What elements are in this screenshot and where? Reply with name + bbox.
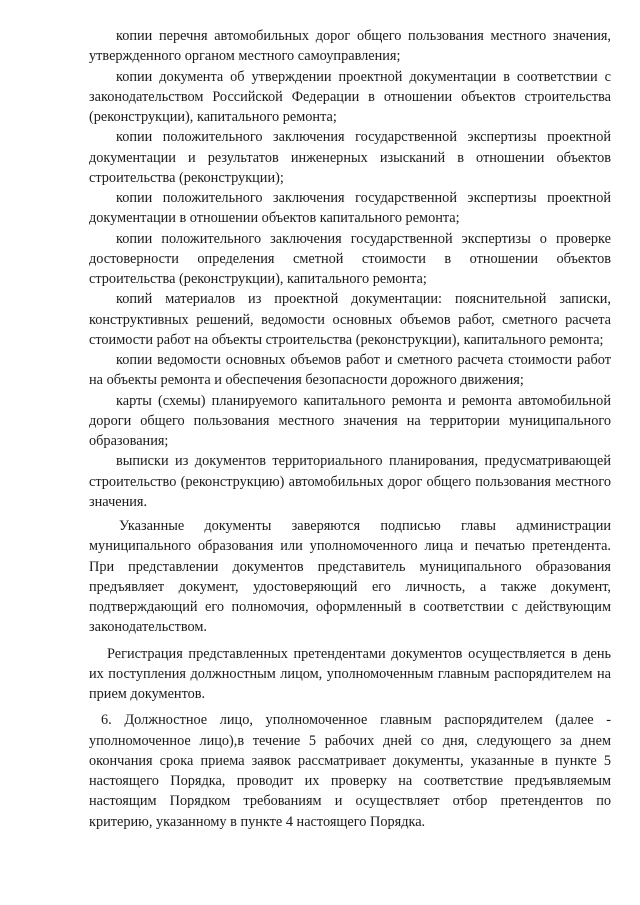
paragraph-item-6-review: 6. Должностное лицо, уполномоченное главным распорядителем (далее - уполномоченное лицо),в течение 5 рабочих дней со дня, следующего за днем окончания срока приема заявок рассматривает документы, указанные в пункте 5 настоящего Порядка, проводит их проверку на соответствие предъявляемым настоящим Порядком требованиям и осуществляет отбор претендентов по критерию, указанному в пункте 4 настоящего Порядка. <box>89 712 611 830</box>
document-body <box>89 26 611 832</box>
paragraph-project-approval-copy: копии документа об утверждении проектной документации в соответствии с законодательством Российской Федерации в отношении объектов строительства (реконструкции), капитального ремонта; <box>89 68 611 125</box>
paragraph-expertise-repair-copy: копии положительного заключения государственной экспертизы проектной документации в отношении объектов капитального ремонта; <box>89 190 611 227</box>
paragraph-document-registration: Регистрация представленных претендентами документов осуществляется в день их поступления должностным лицом, уполномоченным главным распорядителем на прием документов. <box>89 645 611 702</box>
paragraph-project-materials-copy: копий материалов из проектной документации: пояснительной записки, конструктивных решений, ведомости основных объемов работ, сметного расчета стоимости работ на объекты строительства (реконструкции), капитального ремонта; <box>89 291 611 348</box>
paragraph-expertise-construction-copy: копии положительного заключения государственной экспертизы проектной документации и результатов инженерных изысканий в отношении объектов строительства (реконструкции); <box>89 129 611 186</box>
paragraph-document-certification: Указанные документы заверяются подписью главы администрации муниципального образования или уполномоченного лица и печатью претендента. При представлении документов представитель муниципального образования предъявляет документ, удостоверяющий его личность, а также документ, подтверждающий его полномочия, оформленный в соответствии с действующим законодательством. <box>89 518 611 636</box>
paragraph-repair-maps: карты (схемы) планируемого капитального ремонта и ремонта автомобильной дороги общего пользования местного значения на территории муниципального образования; <box>89 392 611 449</box>
paragraph-planning-extracts: выписки из документов территориального планирования, предусматривающей строительство (реконструкцию) автомобильных дорог общего пользования местного значения. <box>89 453 611 510</box>
paragraph-estimate-expertise-copy: копии положительного заключения государственной экспертизы о проверке достоверности определения сметной стоимости в отношении объектов строительства (реконструкции), капитального ремонта; <box>89 230 611 287</box>
paragraph-road-list-copy: копии перечня автомобильных дорог общего пользования местного значения, утвержденного органом местного самоуправления; <box>89 28 611 65</box>
paragraph-works-statement-copy: копии ведомости основных объемов работ и сметного расчета стоимости работ на объекты ремонта и обеспечения безопасности дорожного движения; <box>89 352 611 389</box>
